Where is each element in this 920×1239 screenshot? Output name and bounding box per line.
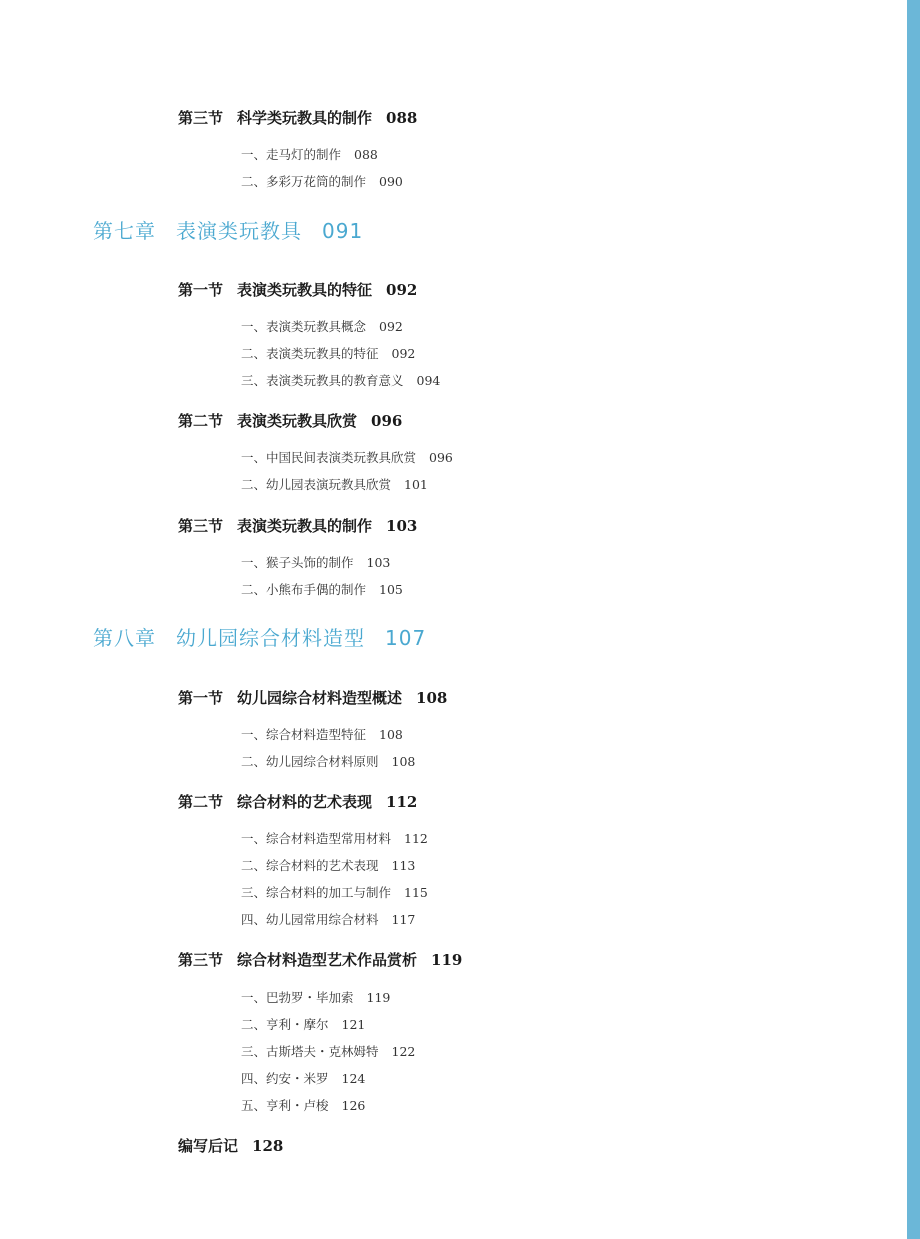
chapter-number: 第七章: [93, 219, 156, 243]
page-number: 115: [404, 885, 428, 900]
section-number: 第二节: [178, 793, 224, 811]
page-number: 101: [404, 477, 428, 492]
page-number: 107: [385, 626, 427, 650]
page-number: 105: [379, 582, 403, 597]
toc-chapter-entry[interactable]: [93, 215, 363, 244]
page-number: 103: [386, 517, 418, 535]
section-title: 科学类玩教具的制作: [237, 109, 373, 127]
toc-item-entry[interactable]: [241, 1042, 415, 1060]
toc-item-entry[interactable]: [241, 1096, 365, 1114]
page-number: 096: [429, 450, 453, 465]
item-title: 一、综合材料造型特征: [241, 727, 367, 742]
page-number: 092: [391, 346, 416, 361]
item-title: 三、古斯塔夫・克林姆特: [241, 1044, 379, 1059]
page-number: 112: [386, 793, 418, 811]
toc-section-entry[interactable]: [178, 515, 417, 536]
page-number: 091: [322, 219, 364, 243]
page-number: 128: [252, 1137, 284, 1155]
chapter-title: 表演类玩教具: [176, 219, 302, 243]
item-title: 四、约安・米罗: [241, 1071, 329, 1086]
toc-item-entry[interactable]: [241, 475, 428, 493]
page-number: 094: [416, 373, 441, 388]
page-number: 092: [386, 281, 418, 299]
section-title: 表演类玩教具的制作: [237, 517, 373, 535]
page-number: 122: [391, 1044, 416, 1059]
toc-item-entry[interactable]: [241, 1015, 365, 1033]
toc-section-entry[interactable]: [178, 410, 402, 431]
toc-item-entry[interactable]: [241, 553, 390, 571]
toc-item-entry[interactable]: [241, 725, 403, 743]
section-title: 幼儿园综合材料造型概述: [237, 689, 403, 707]
section-number: 第二节: [178, 412, 224, 430]
page-number: 088: [354, 147, 378, 162]
toc-item-entry[interactable]: [241, 829, 428, 847]
section-number: 第一节: [178, 689, 224, 707]
item-title: 一、猴子头饰的制作: [241, 555, 354, 570]
page-number: 126: [341, 1098, 366, 1113]
toc-item-entry[interactable]: [241, 580, 403, 598]
toc-item-entry[interactable]: [241, 172, 403, 190]
toc-item-entry[interactable]: [241, 371, 440, 389]
item-title: 二、小熊布手偶的制作: [241, 582, 367, 597]
page-number: 108: [379, 727, 403, 742]
page-number: 108: [416, 689, 448, 707]
item-title: 二、综合材料的艺术表现: [241, 858, 379, 873]
section-number: 第一节: [178, 281, 224, 299]
toc-section-entry[interactable]: [178, 949, 462, 970]
toc-item-entry[interactable]: [241, 988, 390, 1006]
item-title: 一、走马灯的制作: [241, 147, 342, 162]
page-number: 112: [404, 831, 428, 846]
page-number: 090: [379, 174, 403, 189]
item-title: 二、幼儿园综合材料原则: [241, 754, 379, 769]
postscript-title: 编写后记: [178, 1137, 239, 1155]
page-number: 119: [431, 951, 463, 969]
toc-section-entry[interactable]: [178, 687, 447, 708]
item-title: 三、综合材料的加工与制作: [241, 885, 392, 900]
section-number: 第三节: [178, 517, 224, 535]
page-number: 103: [366, 555, 391, 570]
page-number: 092: [379, 319, 403, 334]
toc-item-entry[interactable]: [241, 344, 415, 362]
toc-item-entry[interactable]: [241, 752, 415, 770]
page-number: 088: [386, 109, 418, 127]
chapter-number: 第八章: [93, 626, 156, 650]
section-title: 表演类玩教具欣赏: [237, 412, 358, 430]
item-title: 二、表演类玩教具的特征: [241, 346, 379, 361]
section-title: 综合材料造型艺术作品赏析: [237, 951, 418, 969]
toc-item-entry[interactable]: [241, 910, 415, 928]
item-title: 二、多彩万花筒的制作: [241, 174, 367, 189]
toc-item-entry[interactable]: [241, 1069, 365, 1087]
page-number: 117: [391, 912, 416, 927]
item-title: 二、幼儿园表演玩教具欣赏: [241, 477, 392, 492]
toc-item-entry[interactable]: [241, 856, 415, 874]
item-title: 一、综合材料造型常用材料: [241, 831, 392, 846]
section-title: 综合材料的艺术表现: [237, 793, 373, 811]
section-number: 第三节: [178, 951, 224, 969]
toc-postscript-entry[interactable]: [178, 1135, 283, 1156]
item-title: 三、表演类玩教具的教育意义: [241, 373, 404, 388]
toc-section-entry[interactable]: [178, 279, 417, 300]
chapter-title: 幼儿园综合材料造型: [176, 626, 365, 650]
section-title: 表演类玩教具的特征: [237, 281, 373, 299]
toc-section-entry[interactable]: [178, 791, 417, 812]
item-title: 一、巴勃罗・毕加索: [241, 990, 354, 1005]
toc-chapter-entry[interactable]: [93, 622, 426, 651]
page-number: 113: [391, 858, 416, 873]
toc-item-entry[interactable]: [241, 317, 403, 335]
item-title: 五、亨利・卢梭: [241, 1098, 329, 1113]
item-title: 一、中国民间表演类玩教具欣赏: [241, 450, 417, 465]
toc-item-entry[interactable]: [241, 883, 428, 901]
section-number: 第三节: [178, 109, 224, 127]
page-number: 119: [366, 990, 391, 1005]
page-number: 124: [341, 1071, 366, 1086]
page-number: 096: [371, 412, 403, 430]
page-number: 121: [341, 1017, 366, 1032]
item-title: 二、亨利・摩尔: [241, 1017, 329, 1032]
item-title: 四、幼儿园常用综合材料: [241, 912, 379, 927]
item-title: 一、表演类玩教具概念: [241, 319, 367, 334]
toc-section-entry[interactable]: [178, 107, 417, 128]
toc-item-entry[interactable]: [241, 448, 453, 466]
page-number: 108: [391, 754, 416, 769]
toc-item-entry[interactable]: [241, 145, 378, 163]
side-color-strip: [907, 0, 920, 1239]
